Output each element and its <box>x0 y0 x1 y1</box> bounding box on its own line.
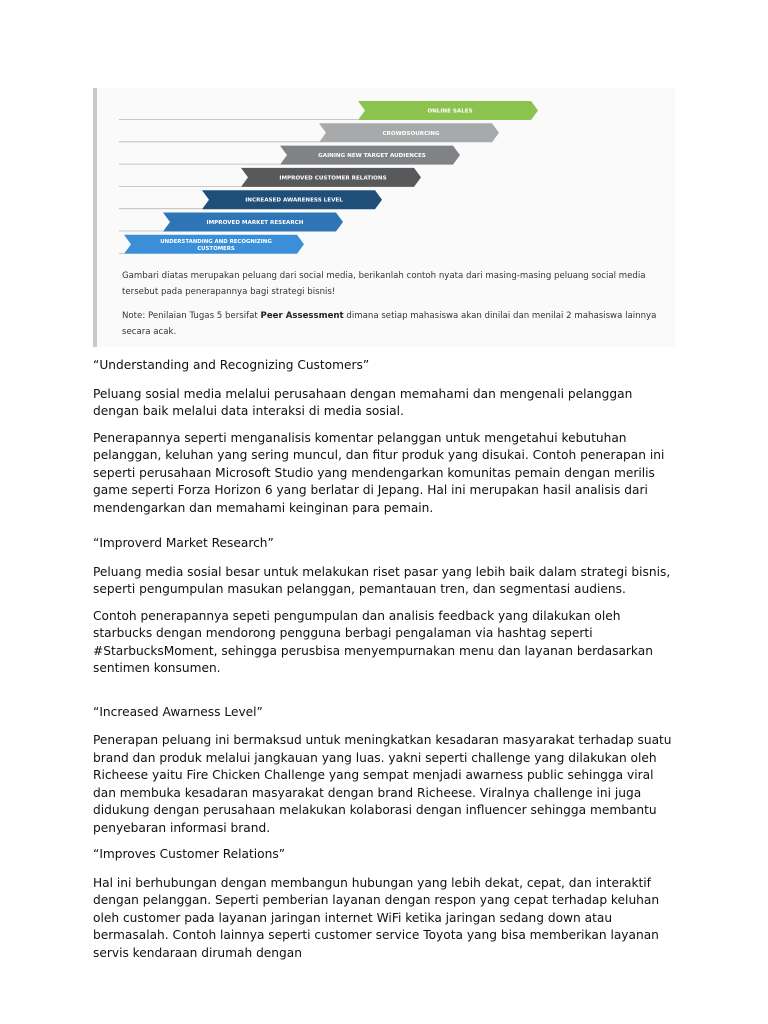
paragraph: Hal ini berhubungan dengan membangun hubungan yang lebih dekat, cepat, dan interaktif dengan pelanggan. Seperti pemberian layanan dengan respon yang cepat terhadap keluhan oleh customer pada layanan jaringan internet WiFi ketika jaringan sedang down atau bermasalah. Contoh lainnya seperti customer service Toyota yang bisa memberikan layanan servis kendaraan dirumah dengan <box>93 875 660 960</box>
assessment-note <box>122 308 662 340</box>
opportunity-steps-diagram <box>97 88 675 263</box>
opportunity-step <box>119 146 460 165</box>
paragraph: Peluang sosial media melalui perusahaan dengan memahami dan mengenali pelanggan dengan baik melalui data interaksi di media sosial. <box>93 386 633 418</box>
paragraph: Penerapan peluang ini bermaksud untuk meningkatkan kesadaran masyarakat terhadap suatu brand dan produk melalui jangkauan yang luas. yakni seperti challenge yang dilakukan oleh Richeese yaitu Fire Chicken Challenge yang sempat menjadi awarness public sehingga viral dan membuka kesadaran masyarakat dengan brand Richeese. Viralnya challenge ini juga didukung dengan perusahaan melakukan kolaborasi dengan influencer sehingga membantu penyebaran informasi brand. <box>93 733 672 835</box>
paragraph: Penerapannya seperti menganalisis komentar pelanggan untuk mengetahui kebutuhan pelanggan, keluhan yang sering muncul, dan fitur produk yang disukai. Contoh penerapan ini seperti perusahaan Microsoft Studio yang mendengarkan komunitas pemain dengan merilis game seperti Forza Horizon 6 yang berlatar di Jepang. Hal ini merupakan hasil analisis dari mendengarkan dan memahami keinginan para pemain. <box>93 430 665 515</box>
document-body <box>93 357 675 971</box>
section-heading: “Improves Customer Relations” <box>93 847 286 861</box>
step-label: GAINING NEW TARGET AUDIENCES <box>318 153 426 160</box>
note-bold: Peer Assessment <box>260 311 344 321</box>
section-heading: “Understanding and Recognizing Customers” <box>93 358 370 372</box>
opportunity-step <box>119 235 304 254</box>
opportunity-step <box>119 190 382 209</box>
note-suffix: dimana setiap mahasiswa akan dinilai dan menilai 2 mahasiswa lainnya secara acak. <box>122 311 657 337</box>
step-label: IMPROVED MARKET RESEARCH <box>206 220 304 226</box>
opportunity-step <box>119 168 421 187</box>
step-label: UNDERSTANDING AND RECOGNIZING <box>160 238 272 245</box>
section-heading: “Increased Awarness Level” <box>93 704 263 719</box>
note-prefix: Note: Penilaian Tugas 5 bersifat <box>122 311 261 321</box>
step-label: CROWDSOURCING <box>382 130 440 137</box>
step-label: IMPROVED CUSTOMER RELATIONS <box>279 175 387 182</box>
social-media-opportunities-figure <box>93 88 675 347</box>
opportunity-step <box>119 123 499 142</box>
paragraph: Contoh penerapannya sepeti pengumpulan dan analisis feedback yang dilakukan oleh starbucks dengan mendorong pengguna berbagi pengalaman via hashtag seperti #StarbucksMoment, sehingga perusbisa menyempurnakan menu dan layanan berdasarkan sentimen konsumen. <box>93 608 653 675</box>
opportunity-step <box>119 213 343 232</box>
opportunity-step <box>119 101 538 120</box>
step-label: INCREASED AWARENESS LEVEL <box>245 197 343 204</box>
paragraph: Peluang media sosial besar untuk melakukan riset pasar yang lebih baik dalam strategi bisnis, seperti pengumpulan masukan pelanggan, pemantauan tren, dan segmentasi audiens. <box>93 564 671 596</box>
step-label: ONLINE SALES <box>427 108 473 115</box>
figure-caption: Gambari diatas merupakan peluang dari social media, berikanlah contoh nyata dari masing-masing peluang social media tersebut pada penerapannya bagi strategi bisnis! <box>122 271 646 297</box>
section-heading: “Improverd Market Research” <box>93 536 274 550</box>
step-label: CUSTOMERS <box>197 245 235 252</box>
